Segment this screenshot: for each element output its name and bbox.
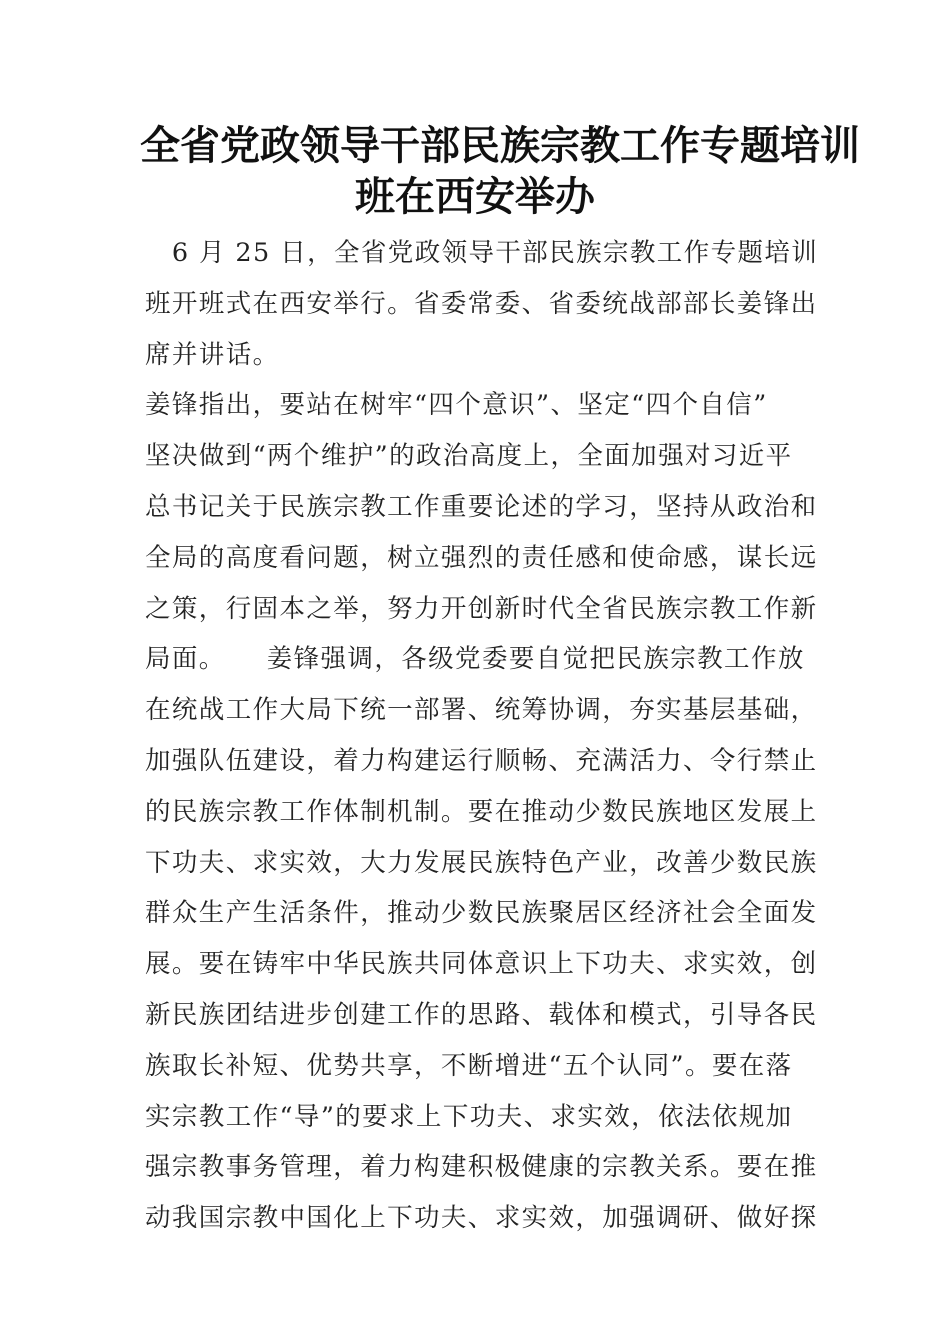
body-line: 群众生产生活条件，推动少数民族聚居区经济社会全面发 (145, 898, 818, 929)
title-line-2: 班在西安举办 (355, 172, 595, 220)
body-line: 全局的高度看问题，树立强烈的责任感和使命感，谋长远 (145, 542, 818, 573)
body-line: 实宗教工作“导”的要求上下功夫、求实效，依法依规加 (145, 1101, 793, 1132)
body-line: 动我国宗教中国化上下功夫、求实效，加强调研、做好探 (145, 1203, 818, 1234)
body-line: 强宗教事务管理，着力构建积极健康的宗教关系。要在推 (145, 1152, 818, 1183)
body-line: 加强队伍建设，着力构建运行顺畅、充满活力、令行禁止 (145, 745, 818, 776)
body-line: 下功夫、求实效，大力发展民族特色产业，改善少数民族 (145, 847, 818, 878)
body-line: 总书记关于民族宗教工作重要论述的学习，坚持从政治和 (145, 491, 818, 522)
page-title (140, 118, 860, 220)
body-line: 在统战工作大局下统一部署、统筹协调，夯实基层基础， (145, 695, 818, 726)
body-line: 的民族宗教工作体制机制。要在推动少数民族地区发展上 (145, 796, 818, 827)
body-line: 坚决做到“两个维护”的政治高度上，全面加强对习近平 (145, 441, 793, 472)
body-line: 新民族团结进步创建工作的思路、载体和模式，引导各民 (145, 999, 818, 1030)
body-line: 席并讲话。 (145, 339, 280, 370)
body-line: 6 月 25 日，全省党政领导干部民族宗教工作专题培训 (145, 238, 819, 268)
body-line: 局面。 姜锋强调，各级党委要自觉把民族宗教工作放 (145, 644, 805, 675)
body-line: 班开班式在西安举行。省委常委、省委统战部部长姜锋出 (145, 288, 818, 319)
body-line: 姜锋指出，要站在树牢“四个意识”、坚定“四个自信” (145, 390, 768, 421)
title-line-1: 全省党政领导干部民族宗教工作专题培训 (140, 122, 860, 169)
body-line: 之策，行固本之举，努力开创新时代全省民族宗教工作新 (145, 593, 818, 624)
article-body (145, 228, 819, 1244)
body-line: 族取长补短、优势共享，不断增进“五个认同”。要在落 (145, 1050, 793, 1081)
body-line: 展。要在铸牢中华民族共同体意识上下功夫、求实效，创 (145, 949, 818, 980)
